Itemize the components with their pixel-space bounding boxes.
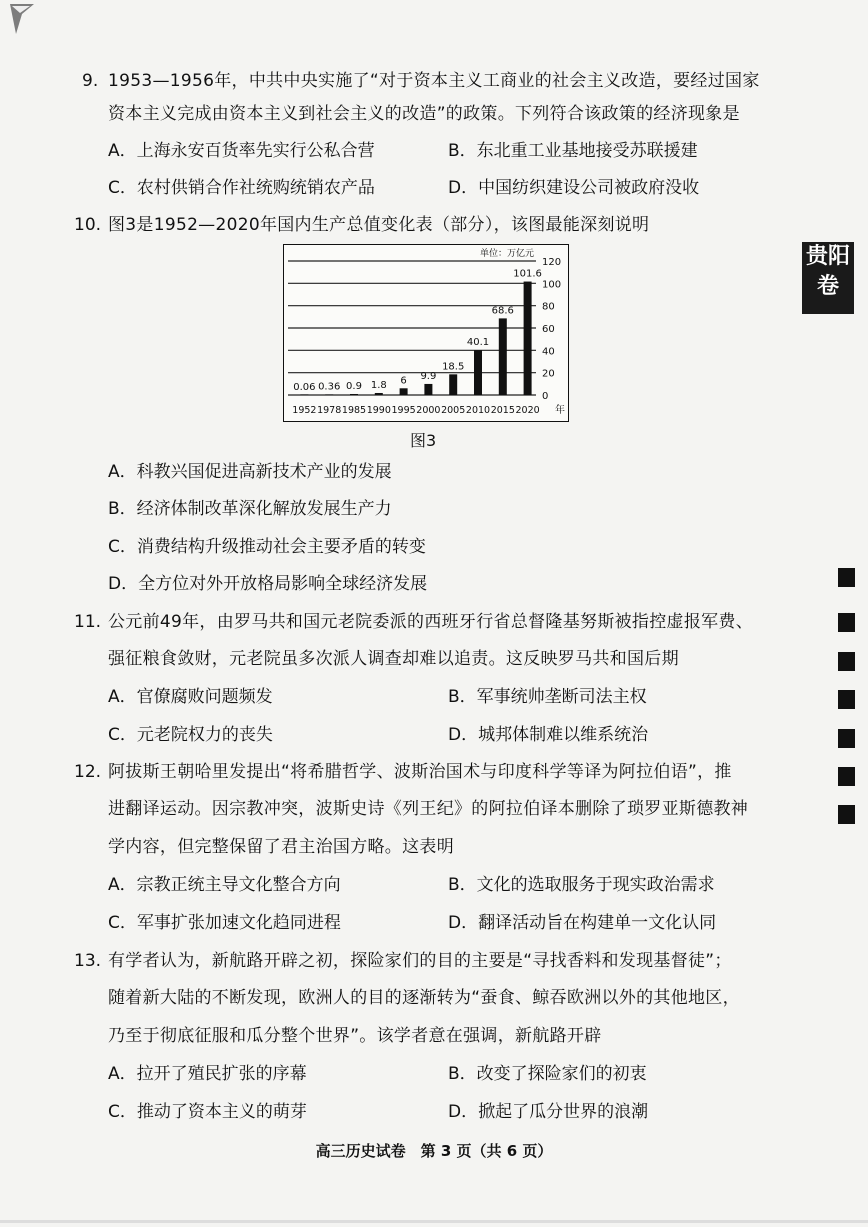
question-stem-line: 乃至于彻底征服和瓜分整个世界”。该学者意在强调，新航路开辟	[108, 1026, 602, 1046]
answer-option[interactable]: B．经济体制改革深化解放发展生产力	[108, 499, 392, 519]
data-label: 101.6	[513, 268, 542, 280]
gdp-bar-chart	[284, 245, 568, 421]
binding-mark	[838, 767, 855, 786]
x-tick-label: 1978	[317, 405, 342, 416]
bar	[424, 384, 432, 395]
question-stem-line: 强征粮食敛财，元老院虽多次派人调查却难以追责。这反映罗马共和国后期	[108, 649, 679, 669]
data-label: 18.5	[442, 361, 465, 373]
bar	[474, 350, 482, 395]
answer-option[interactable]: D．城邦体制难以维系统治	[448, 725, 649, 745]
question-number: 10.	[74, 215, 102, 235]
answer-option[interactable]: A．宗教正统主导文化整合方向	[108, 875, 341, 895]
answer-option[interactable]: D．翻译活动旨在构建单一文化认同	[448, 913, 717, 933]
region-tab-line: 卷	[816, 274, 839, 299]
x-tick-label: 2015	[490, 405, 515, 416]
region-tab	[802, 242, 854, 314]
question-stem-line: 进翻译运动。因宗教冲突，波斯史诗《列王纪》的阿拉伯译本删除了琐罗亚斯德教神	[108, 799, 749, 819]
binding-mark	[838, 613, 855, 632]
answer-option[interactable]: A．科教兴国促进高新技术产业的发展	[108, 462, 392, 482]
data-label: 0.36	[318, 381, 341, 393]
page-footer: 高三历史试卷 第 3 页（共 6 页）	[315, 1142, 553, 1160]
x-tick-label: 1985	[341, 405, 367, 416]
bar	[325, 394, 333, 395]
question-stem-line: 学内容，但完整保留了君主治国方略。这表明	[108, 837, 454, 857]
bottom-rule	[0, 1220, 868, 1223]
question-number: 9.	[82, 71, 99, 91]
bar	[400, 388, 408, 395]
data-label: 40.1	[466, 337, 490, 349]
x-tick-label: 2010	[465, 405, 491, 416]
y-tick-label: 100	[542, 279, 562, 291]
binding-mark	[838, 568, 855, 587]
question-number: 12.	[74, 762, 102, 782]
y-tick-label: 80	[542, 301, 555, 313]
y-tick-label: 40	[542, 346, 555, 358]
question-stem-line: 图3是1952—2020年国内生产总值变化表（部分），该图最能深刻说明	[108, 215, 650, 235]
y-tick-label: 120	[542, 257, 562, 268]
question-stem-line: 随着新大陆的不断发现，欧洲人的目的逐渐转为“蚕食、鲸吞欧洲以外的其他地区，	[108, 988, 740, 1008]
answer-option[interactable]: B．东北重工业基地接受苏联援建	[448, 141, 698, 161]
x-tick-label: 2020	[515, 405, 540, 416]
answer-option[interactable]: A．官僚腐败问题频发	[108, 687, 273, 707]
answer-option[interactable]: B．改变了探险家们的初衷	[448, 1064, 647, 1084]
gdp-chart	[283, 244, 569, 422]
answer-option[interactable]: D．掀起了瓜分世界的浪潮	[448, 1102, 649, 1122]
unit-label: 单位：万亿元	[480, 249, 535, 259]
question-number: 13.	[74, 951, 102, 971]
binding-mark	[838, 652, 855, 671]
answer-option[interactable]: A．拉开了殖民扩张的序幕	[108, 1064, 307, 1084]
x-unit-label: 年	[555, 405, 565, 416]
x-tick-label: 1952	[292, 405, 317, 416]
answer-option[interactable]: C．推动了资本主义的萌芽	[108, 1102, 307, 1122]
question-stem-line: 公元前49年，由罗马共和国元老院委派的西班牙行省总督隆基努斯被指控虚报军费、	[108, 612, 754, 632]
y-tick-label: 0	[542, 391, 549, 402]
answer-option[interactable]: D．全方位对外开放格局影响全球经济发展	[108, 574, 428, 594]
answer-option[interactable]: D．中国纺织建设公司被政府没收	[448, 178, 700, 198]
data-label: 0.06	[293, 381, 316, 393]
answer-option[interactable]: C．农村供销合作社统购统销农产品	[108, 178, 375, 198]
bar	[375, 393, 383, 395]
data-label: 6	[400, 375, 407, 387]
bar	[524, 282, 532, 395]
data-label: 1.8	[370, 379, 387, 391]
question-stem-line: 有学者认为，新航路开辟之初，探险家们的目的主要是“寻找香料和发现基督徒”；	[108, 951, 732, 971]
x-tick-label: 2000	[416, 405, 441, 416]
answer-option[interactable]: C．军事扩张加速文化趋同进程	[108, 913, 341, 933]
question-stem-line: 资本主义完成由资本主义到社会主义的改造”的政策。下列符合该政策的经济现象是	[108, 104, 740, 124]
answer-option[interactable]: C．消费结构升级推动社会主要矛盾的转变	[108, 537, 426, 557]
bar	[350, 394, 358, 395]
region-tab-line: 贵阳	[805, 244, 850, 269]
data-label: 9.9	[420, 370, 437, 382]
y-tick-label: 20	[542, 368, 555, 380]
answer-option[interactable]: C．元老院权力的丧失	[108, 725, 273, 745]
bar	[499, 318, 507, 395]
y-tick-label: 60	[542, 324, 555, 335]
binding-mark	[838, 805, 855, 824]
binding-mark	[838, 690, 855, 709]
question-stem-line: 阿拔斯王朝哈里发提出“将希腊哲学、波斯治国术与印度科学等译为阿拉伯语”，推	[108, 762, 732, 782]
data-label: 0.9	[346, 380, 362, 392]
question-number: 11.	[74, 612, 102, 632]
binding-mark	[838, 729, 855, 748]
answer-option[interactable]: B．文化的选取服务于现实政治需求	[448, 875, 715, 895]
bar	[449, 374, 457, 395]
answer-option[interactable]: B．军事统帅垄断司法主权	[448, 687, 647, 707]
question-stem-line: 1953—1956年，中共中央实施了“对于资本主义工商业的社会主义改造，要经过国家	[108, 71, 760, 91]
data-label: 68.6	[491, 305, 514, 317]
answer-option[interactable]: A．上海永安百货率先实行公私合营	[108, 141, 375, 161]
x-tick-label: 2005	[441, 405, 466, 416]
x-tick-label: 1990	[366, 405, 391, 416]
x-tick-label: 1995	[391, 405, 416, 416]
corner-fold-icon	[8, 2, 36, 36]
figure-caption: 图3	[410, 431, 437, 450]
bar	[300, 394, 308, 395]
